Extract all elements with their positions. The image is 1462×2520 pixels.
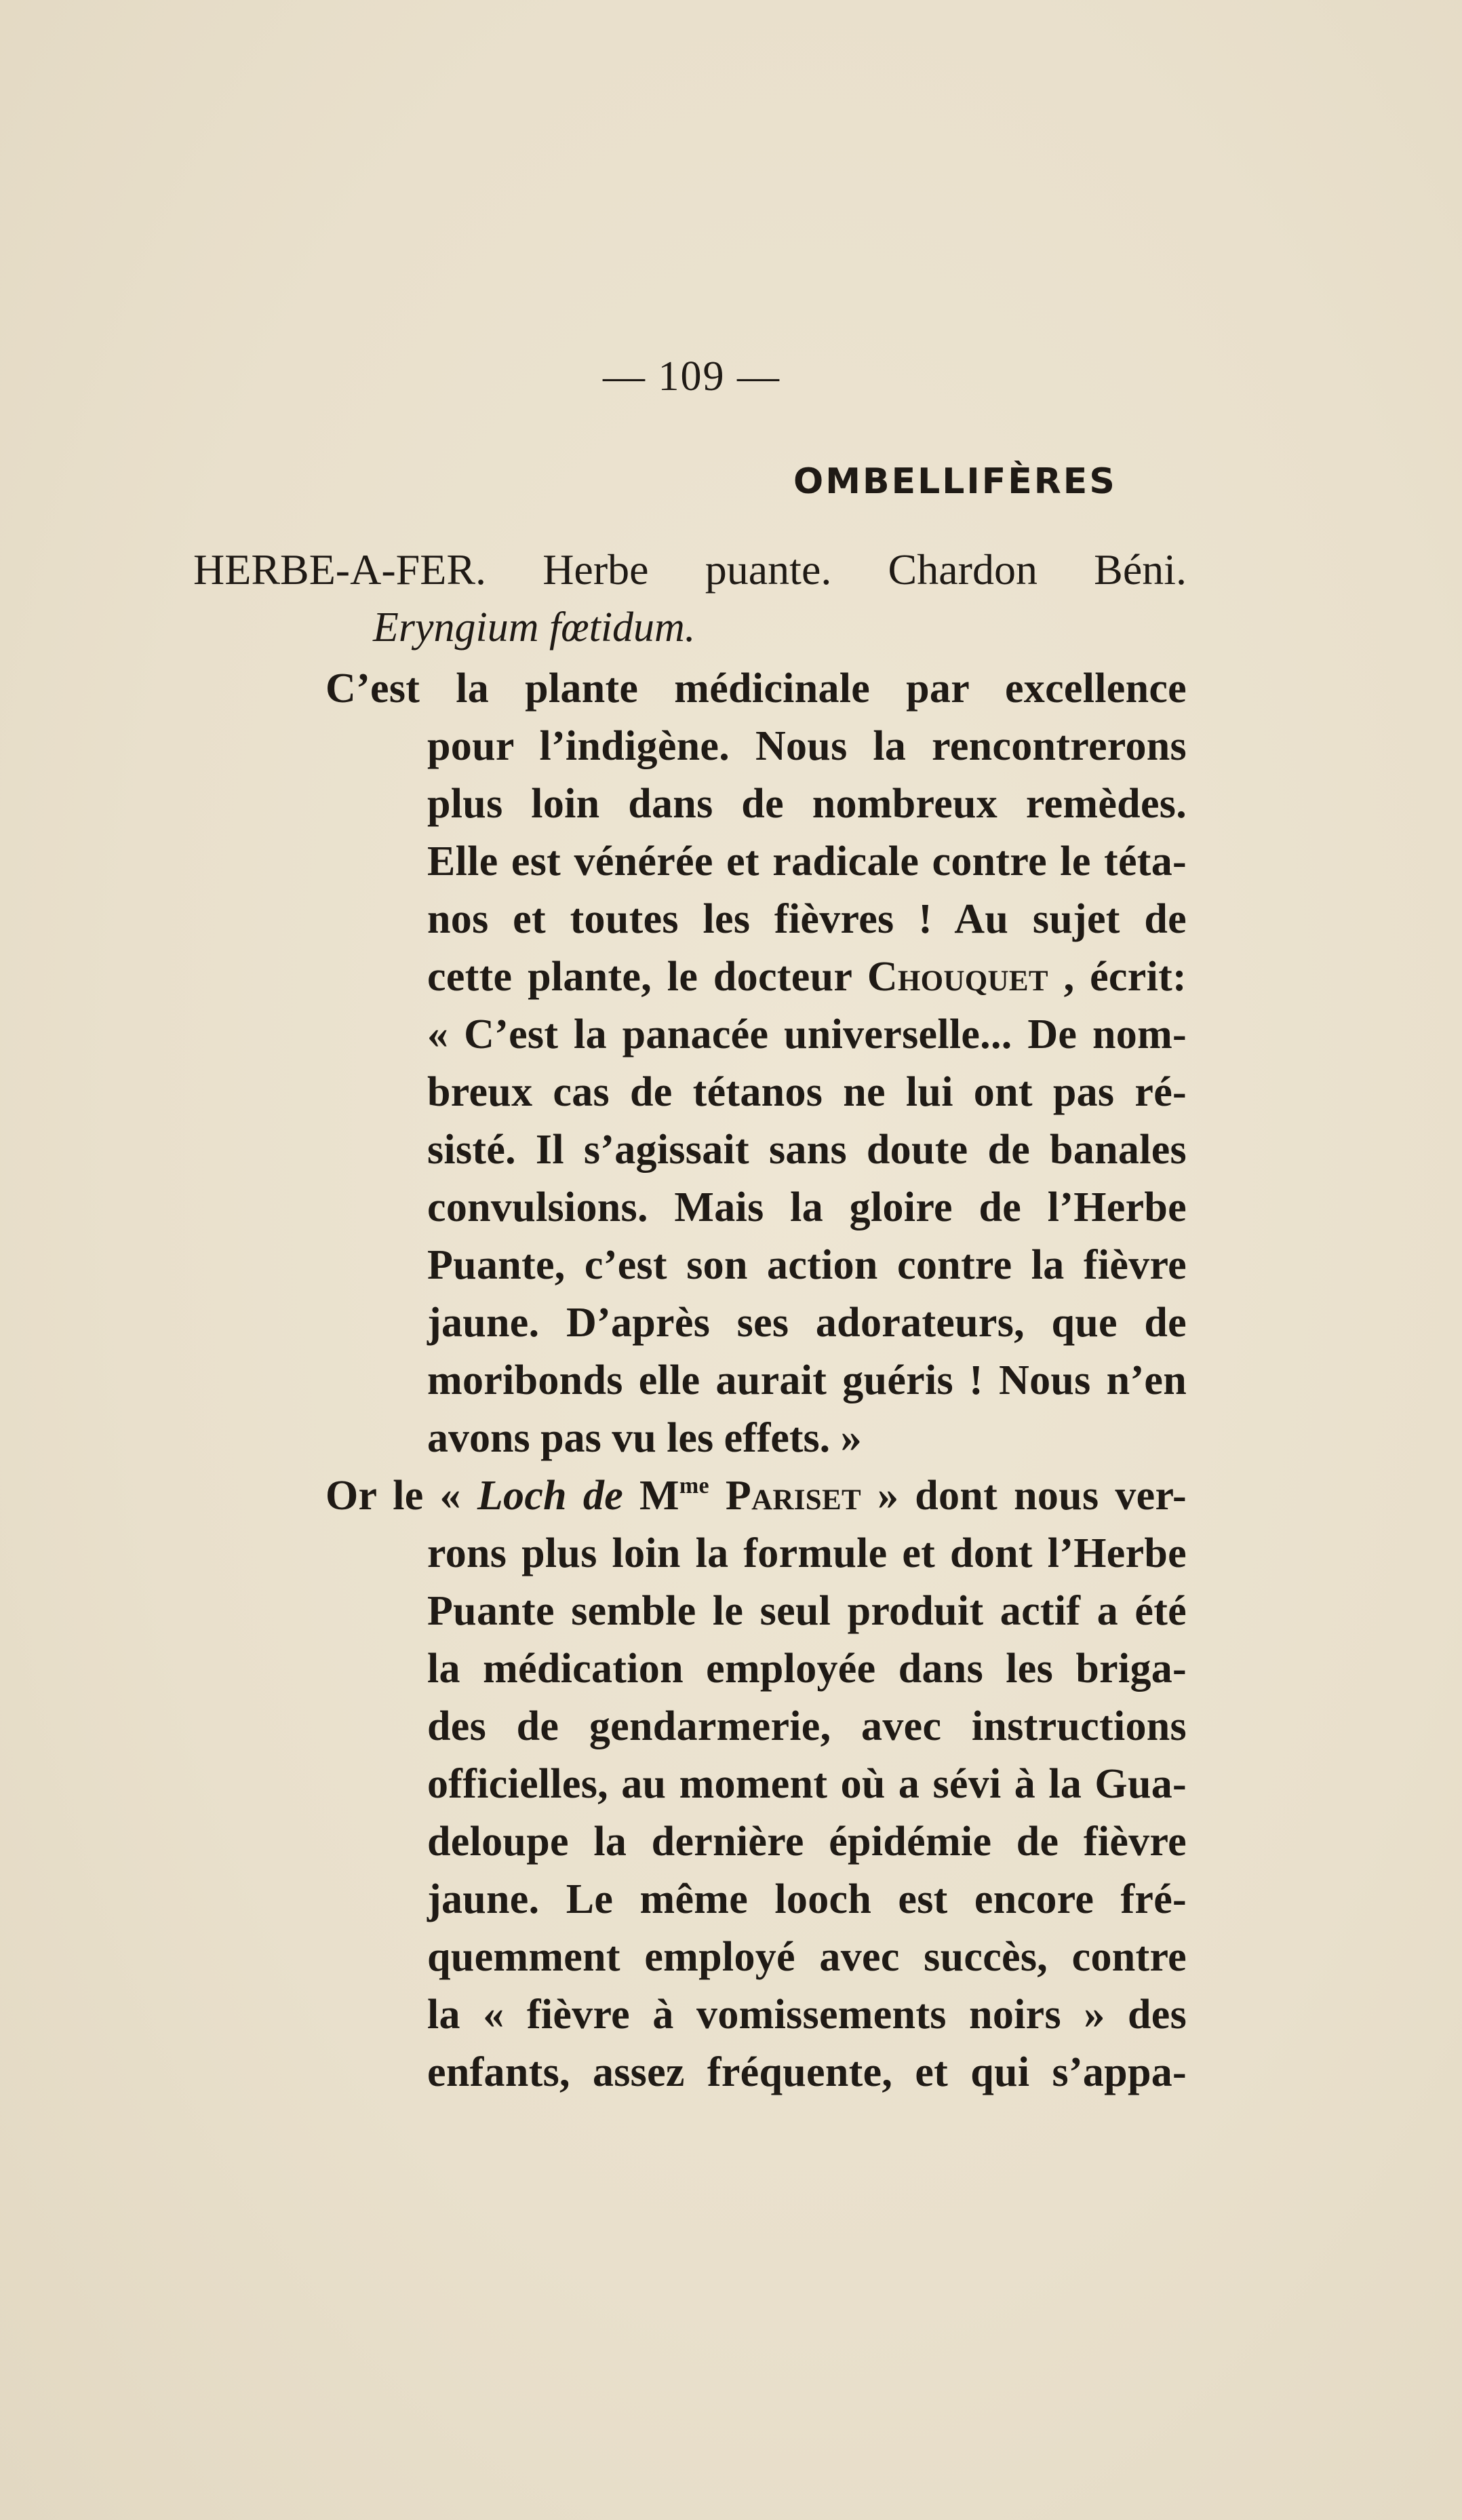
text-fragment: » dont nous ver- [877,1473,1187,1519]
author-name: Chouquet [867,954,1048,1000]
latin-name: Eryngium fœtidum. [373,604,696,651]
heading-word: puante. [705,545,832,594]
quote-line: moribonds elle aurait guéris ! Nous n’en [427,1357,1187,1403]
text-fragment: , écrit: [1063,954,1187,1000]
text-line: la « fièvre à vomissements noirs » des [427,1992,1187,2038]
mme-sup: me [679,1473,709,1498]
text-line: rons plus loin la formule et dont l’Herbe [427,1530,1187,1576]
text-line: jaune. Le même looch est encore fré- [427,1876,1187,1922]
quote-line: avons pas vu les effets. » [427,1415,862,1461]
section-title: OMBELLIFÈRES [793,461,1117,502]
text-line: officielles, au moment où a sévi à la Gua- [427,1761,1187,1807]
text-line: plus loin dans de nombreux remèdes. [427,781,1187,827]
loch-name: Loch de [477,1473,624,1519]
text-line: pour l’indigène. Nous la rencontrerons [427,723,1187,769]
text-line: Elle est vénérée et radicale contre le téta- [427,838,1187,885]
quote-line: jaune. D’après ses adorateurs, que de [427,1300,1187,1346]
page-number: — 109 — [603,353,781,400]
heading-word: HERBE-A-FER. [193,545,486,594]
text-fragment: cette plante, le docteur [427,954,867,1000]
pariset-name: Pariset [725,1473,861,1519]
text-line: Puante semble le seul produit actif a été [427,1588,1187,1634]
quote-line: Puante, c’est son action contre la fièvre [427,1242,1187,1288]
text-line: quemment employé avec succès, contre [427,1934,1187,1980]
heading-word: Herbe [542,545,649,594]
text-line: enfants, assez fréquente, et qui s’appa- [427,2049,1187,2095]
text-line: C’est la plante médicinale par excellence [325,665,1187,712]
text-line: des de gendarmerie, avec instructions [427,1703,1187,1749]
text-fragment: Or le « [325,1473,477,1519]
heading-word: Chardon [888,545,1038,594]
quote-line: convulsions. Mais la gloire de l’Herbe [427,1184,1187,1230]
quote-line: breux cas de tétanos ne lui ont pas ré- [427,1069,1187,1115]
quote-line: « C’est la panacée universelle... De nom- [427,1011,1187,1058]
quote-line: sisté. Il s’agissait sans doute de banales [427,1127,1187,1173]
mme-abbrev [639,1473,709,1519]
text-line: nos et toutes les fièvres ! Au sujet de [427,896,1187,942]
entry-heading [193,543,1187,597]
text-line: deloupe la dernière épidémie de fièvre [427,1819,1187,1865]
text-line [325,1469,1187,1523]
mme-m: M [639,1473,679,1519]
heading-word: Béni. [1094,545,1187,594]
text-line [427,950,1187,1004]
text-line: la médication employée dans les briga- [427,1646,1187,1692]
